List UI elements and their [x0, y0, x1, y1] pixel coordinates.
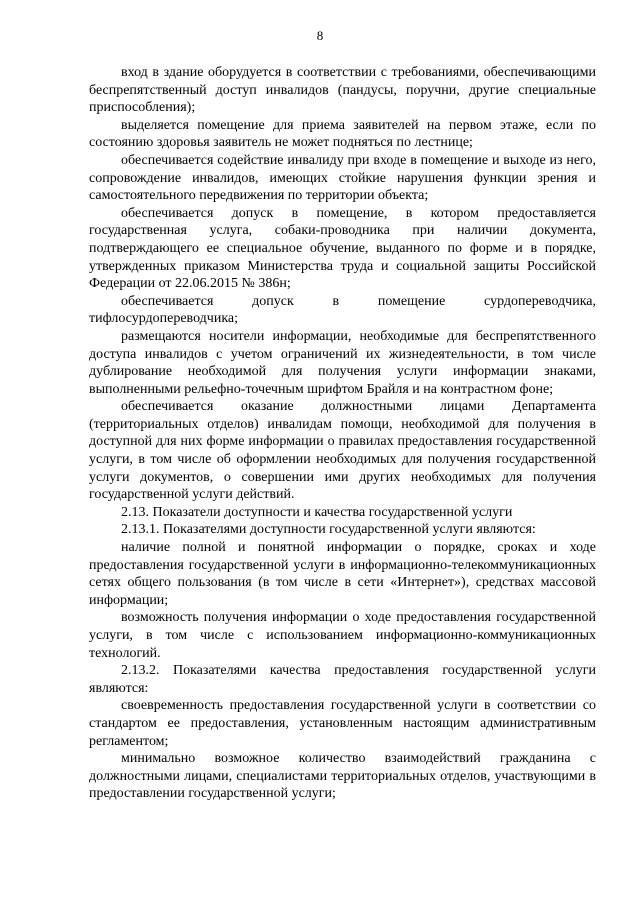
- page-number: 8: [316, 28, 324, 43]
- paragraph-minimal-interactions: минимально возможное количество взаимодействий гражданина с должностными лицами, специалистами территориальных отделов, участвующими в предоставлении государственной услуги;: [89, 751, 596, 802]
- paragraph-progress-information: возможность получения информации о ходе предоставления государственной услуги, в том числе с использованием информационно-коммуникационных технологий.: [89, 610, 596, 661]
- paragraph-assistance: обеспечивается содействие инвалиду при входе в помещение и выходе из него, сопровождение инвалидов, имеющих стойкие нарушения функции зрения и самостоятельного передвижения по территории объекта;: [89, 152, 596, 204]
- section-heading-2-13-2: 2.13.2. Показателями качества предоставления государственной услуги являются:: [89, 663, 596, 696]
- paragraph-entrance: вход в здание оборудуется в соответствии с требованиями, обеспечивающими беспрепятственный доступ инвалидов (пандусы, поручни, другие специальные приспособления);: [89, 65, 596, 116]
- paragraph-sign-interpreter: обеспечивается допуск в помещение сурдопереводчика, тифлосурдопереводчика;: [89, 293, 596, 327]
- paragraph-timeliness: своевременность предоставления государственной услуги в соответствии со стандартом ее предоставления, установленным настоящим административным регламентом;: [89, 698, 596, 749]
- section-heading-2-13: 2.13. Показатели доступности и качества государственной услуги: [121, 504, 513, 520]
- paragraph-information-availability: наличие полной и понятной информации о порядке, сроках и ходе предоставления государственной услуги в информационно-телекоммуникационных сетях общего пользования (в том числе в сети «Интернет»), средствах массовой информации;: [89, 540, 596, 608]
- paragraph-official-help: обеспечивается оказание должностными лицами Департамента (территориальных отделов) инвалидам помощи, необходимой для получения в доступной для них форме информации о правилах предоставления государственной услуги, в том числе об оформлении необходимых для получения государственной услуги документов, о совершении ими других необходимых для получения государственной услуги действий.: [89, 399, 596, 503]
- paragraph-ground-floor-room: выделяется помещение для приема заявителей на первом этаже, если по состоянию здоровья заявитель не может подняться по лестнице;: [89, 117, 596, 151]
- paragraph-information-media: размещаются носители информации, необходимые для беспрепятственного доступа инвалидов с учетом ограничений их жизнедеятельности, в том числе дублирование необходимой для получения услуги информации знаками, выполненными рельефно-точечным шрифтом Брайля и на контрастном фоне;: [89, 328, 596, 397]
- paragraph-guide-dog: обеспечивается допуск в помещение, в котором предоставляется государственная услуга, собаки-проводника при наличии документа, подтверждающего ее специальное обучение, выданного по форме и в порядке, утвержденных приказом Министерства труда и социальной защиты Российской Федерации от 22.06.2015 № 386н;: [89, 205, 596, 292]
- section-heading-2-13-1: 2.13.1. Показателями доступности государственной услуги являются:: [121, 522, 536, 538]
- document-body: [89, 64, 596, 803]
